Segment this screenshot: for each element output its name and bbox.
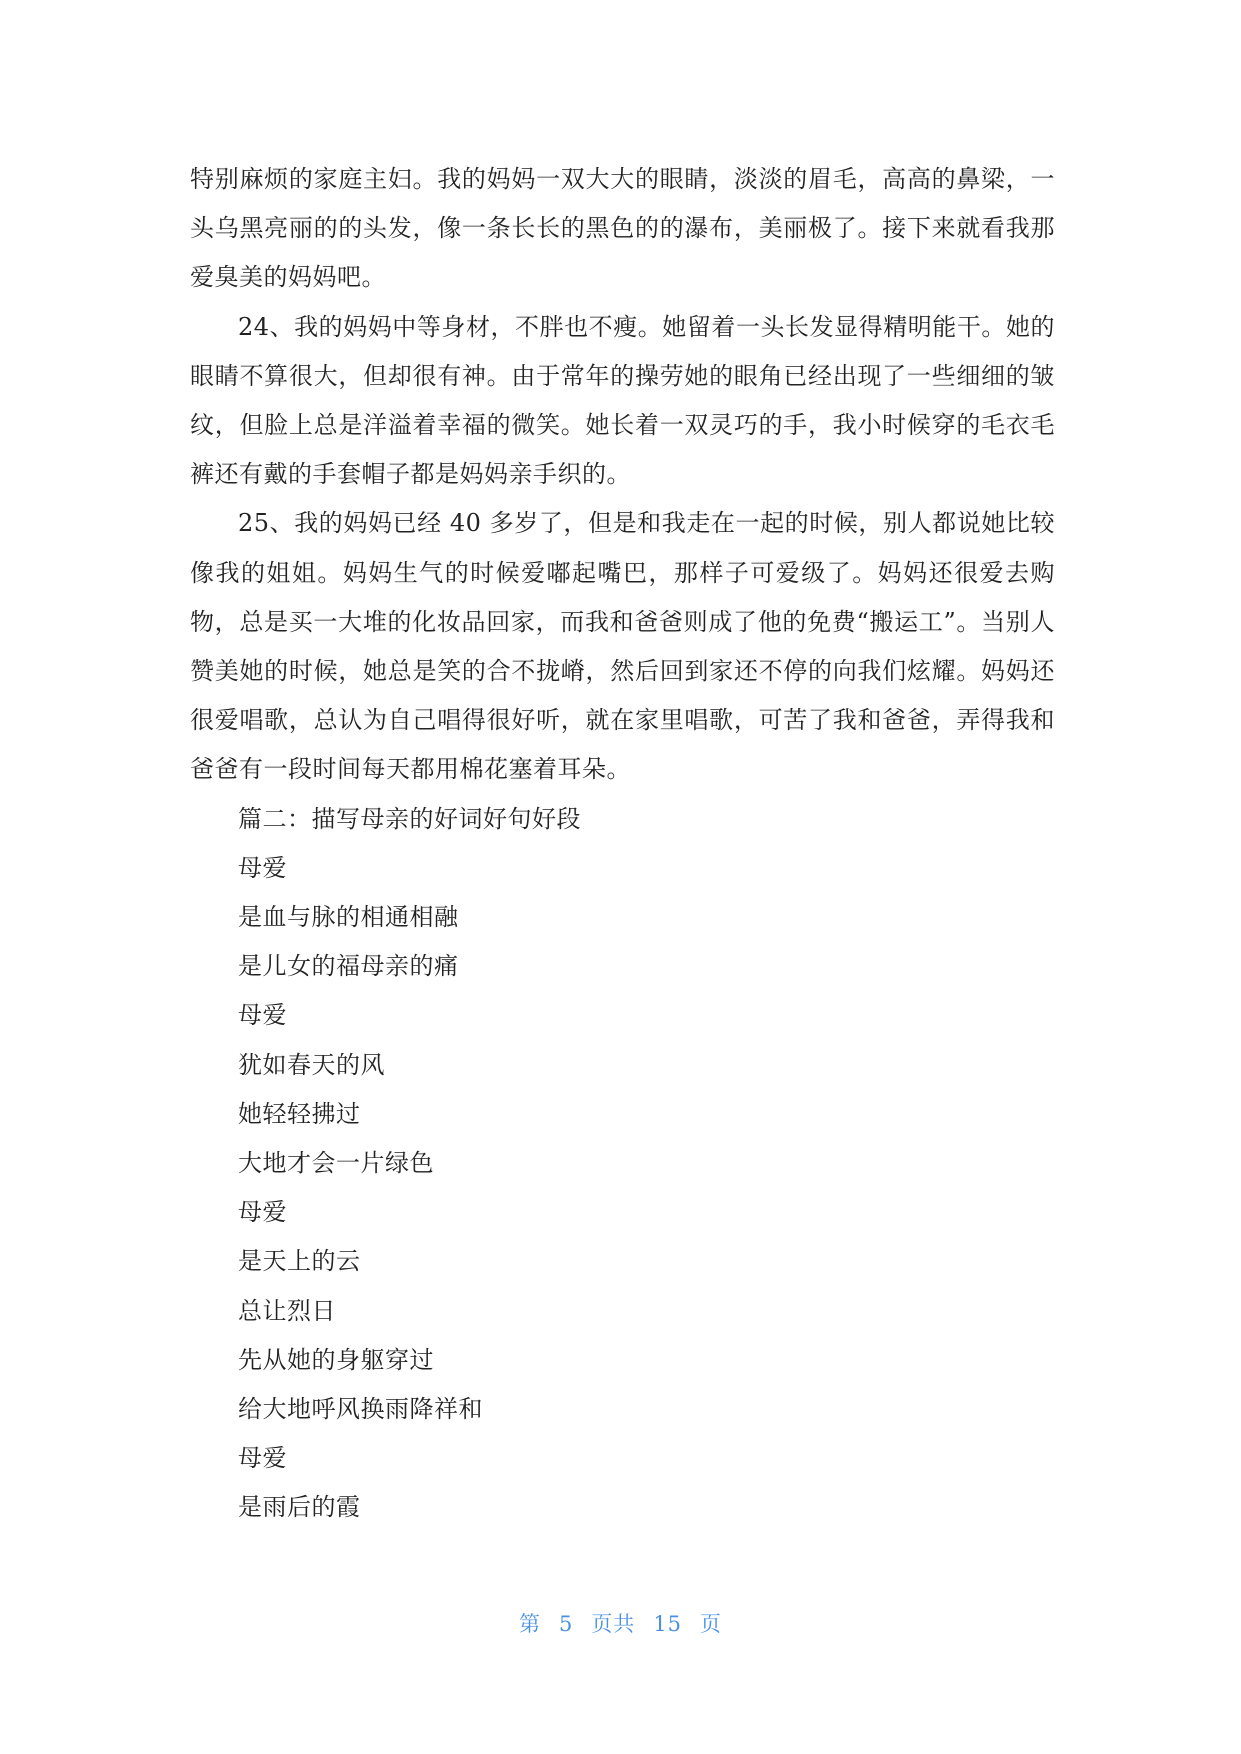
current-page-number: 5 (558, 1612, 574, 1636)
verse-line: 是雨后的霞 (238, 1493, 361, 1522)
paragraph-25: 25、我的妈妈已经 40 多岁了，但是和我走在一起的时候，别人都说她比较像我的姐姐。妈妈生气的时候爱嘟起嘴巴，那样子可爱级了。妈妈还很爱去购物，总是买一大堆的化妆品回家，而我和爸爸则成了他的免费“搬运工”。当别人赞美她的时候，她总是笑的合不拢嵴，然后回到家还不停的向我们炫耀。妈妈还很爱唱歌，总认为自己唱得很好听，就在家里唱歌，可苦了我和爸爸，弄得我和爸爸有一段时间每天都用棉花塞着耳朵。 (190, 509, 1055, 784)
verse-line: 她轻轻拂过 (238, 1099, 361, 1128)
verse-line: 母爱 (238, 1444, 287, 1473)
footer-prefix: 第 (518, 1612, 541, 1636)
footer-suffix: 页 (700, 1612, 723, 1636)
verse-line: 母爱 (238, 1198, 287, 1227)
verse-line: 母爱 (238, 1001, 287, 1030)
verse-line: 总让烈日 (238, 1296, 336, 1325)
section-title: 篇二：描写母亲的好词好句好段 (238, 804, 581, 833)
verse-line: 母爱 (238, 853, 287, 882)
page-footer (0, 1608, 1241, 1638)
total-pages-number: 15 (653, 1612, 683, 1636)
verse-line: 是儿女的福母亲的痛 (238, 952, 459, 981)
verse-line: 给大地呼风换雨降祥和 (238, 1395, 483, 1424)
verse-line: 大地才会一片绿色 (238, 1149, 434, 1178)
verse-line: 是血与脉的相通相融 (238, 903, 459, 932)
paragraph-24: 24、我的妈妈中等身材，不胖也不瘦。她留着一头长发显得精明能干。她的眼睛不算很大，但却很有神。由于常年的操劳她的眼角已经出现了一些细细的皱纹，但脸上总是洋溢着幸福的微笑。她长着一双灵巧的手，我小时候穿的毛衣毛裤还有戴的手套帽子都是妈妈亲手织的。 (190, 312, 1055, 489)
verse-line: 是天上的云 (238, 1247, 361, 1276)
paragraph-continuation: 特别麻烦的家庭主妇。我的妈妈一双大大的眼睛，淡淡的眉毛，高高的鼻梁，一头乌黑亮丽的的头发，像一条长长的黑色的的瀑布，美丽极了。接下来就看我那爱臭美的妈妈吧。 (190, 165, 1055, 292)
document-body (190, 155, 1055, 1533)
verse-line: 犹如春天的风 (238, 1050, 385, 1079)
footer-middle: 页共 (591, 1612, 636, 1636)
verse-line: 先从她的身躯穿过 (238, 1345, 434, 1374)
